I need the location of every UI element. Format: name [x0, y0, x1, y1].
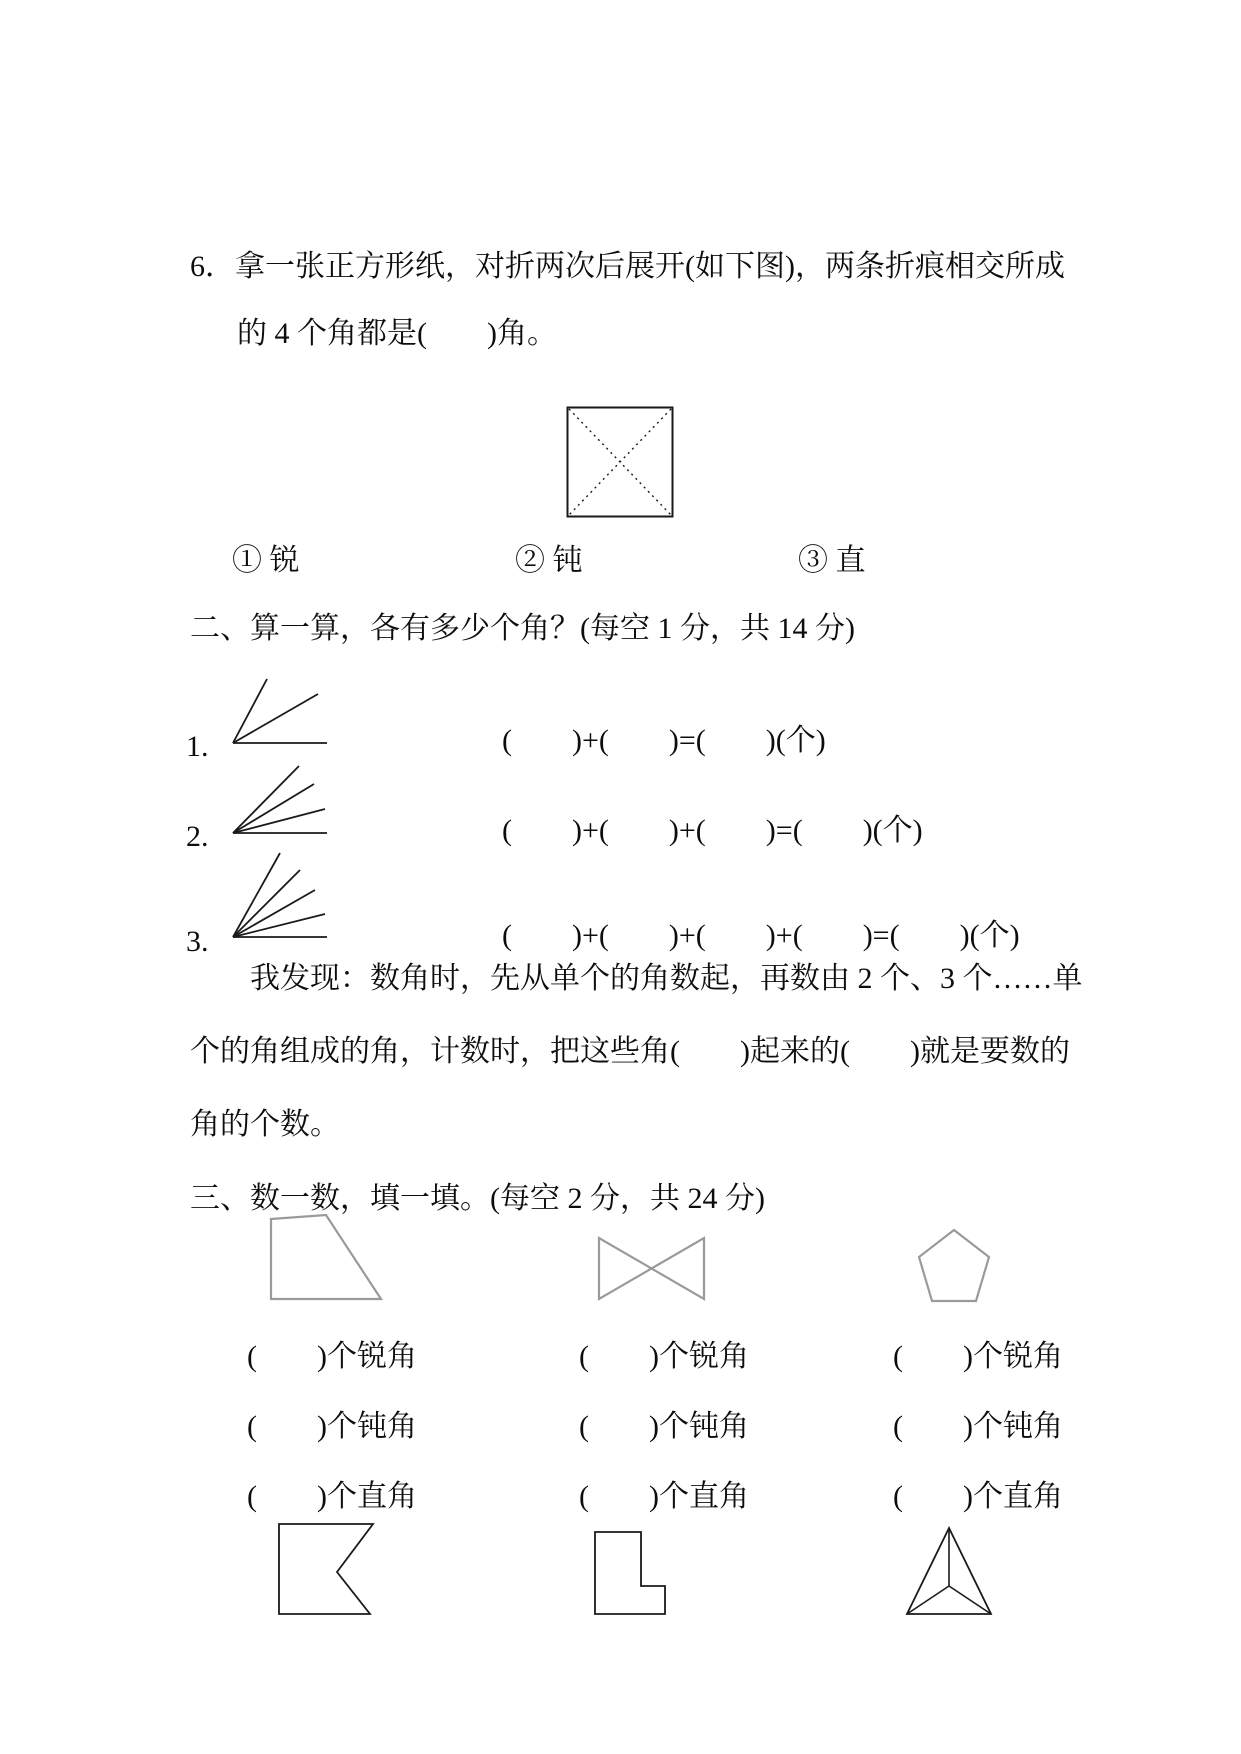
- angle-fan-5-rays-figure: [231, 851, 329, 939]
- notched-flag-figure: [277, 1522, 375, 1616]
- right-count-blank-2: ( )个直角: [579, 1480, 749, 1513]
- angle-fan-4-rays-figure: [231, 764, 329, 836]
- section-3-title: 三、数一数，填一填。(每空 2 分，共 24 分): [190, 1182, 765, 1215]
- right-count-blank-3: ( )个直角: [893, 1480, 1063, 1513]
- right-count-blank-1: ( )个直角: [247, 1480, 417, 1513]
- section-2-title: 二、算一算，各有多少个角？(每空 1 分，共 14 分): [190, 612, 855, 645]
- discovery-line-1: 我发现：数角时，先从单个的角数起，再数由 2 个、3 个……单: [250, 962, 1083, 995]
- triangle-with-inner-lines-figure: [905, 1526, 993, 1616]
- pentagon-figure: [916, 1228, 992, 1304]
- item-2-equation: ( )+( )+( )=( )(个): [502, 814, 923, 847]
- discovery-line-2: 个的角组成的角，计数时，把这些角( )起来的( )就是要数的: [190, 1035, 1070, 1068]
- obtuse-count-blank-2: ( )个钝角: [579, 1410, 749, 1443]
- bowtie-figure: [597, 1236, 707, 1302]
- obtuse-count-blank-3: ( )个钝角: [893, 1410, 1063, 1443]
- option-1-acute: ① 锐: [232, 544, 300, 577]
- fold-square-figure: [566, 406, 674, 518]
- question-6-line-1: 6．拿一张正方形纸，对折两次后展开(如下图)，两条折痕相交所成: [190, 250, 1065, 283]
- step-shape-figure: [593, 1530, 667, 1616]
- option-2-obtuse: ② 钝: [515, 544, 583, 577]
- item-2-number: 2.: [186, 820, 209, 853]
- acute-count-blank-1: ( )个锐角: [247, 1340, 417, 1373]
- option-3-right: ③ 直: [798, 544, 866, 577]
- obtuse-count-blank-1: ( )个钝角: [247, 1410, 417, 1443]
- question-6-line-2: 的 4 个角都是( )角。: [237, 317, 557, 350]
- angle-fan-3-rays-figure: [231, 677, 329, 747]
- right-trapezoid-figure: [268, 1212, 384, 1302]
- item-3-equation: ( )+( )+( )+( )=( )(个): [502, 919, 1020, 952]
- discovery-line-3: 角的个数。: [190, 1108, 340, 1141]
- item-1-equation: ( )+( )=( )(个): [502, 724, 826, 757]
- acute-count-blank-3: ( )个锐角: [893, 1340, 1063, 1373]
- item-1-number: 1.: [186, 730, 209, 763]
- acute-count-blank-2: ( )个锐角: [579, 1340, 749, 1373]
- item-3-number: 3.: [186, 925, 209, 958]
